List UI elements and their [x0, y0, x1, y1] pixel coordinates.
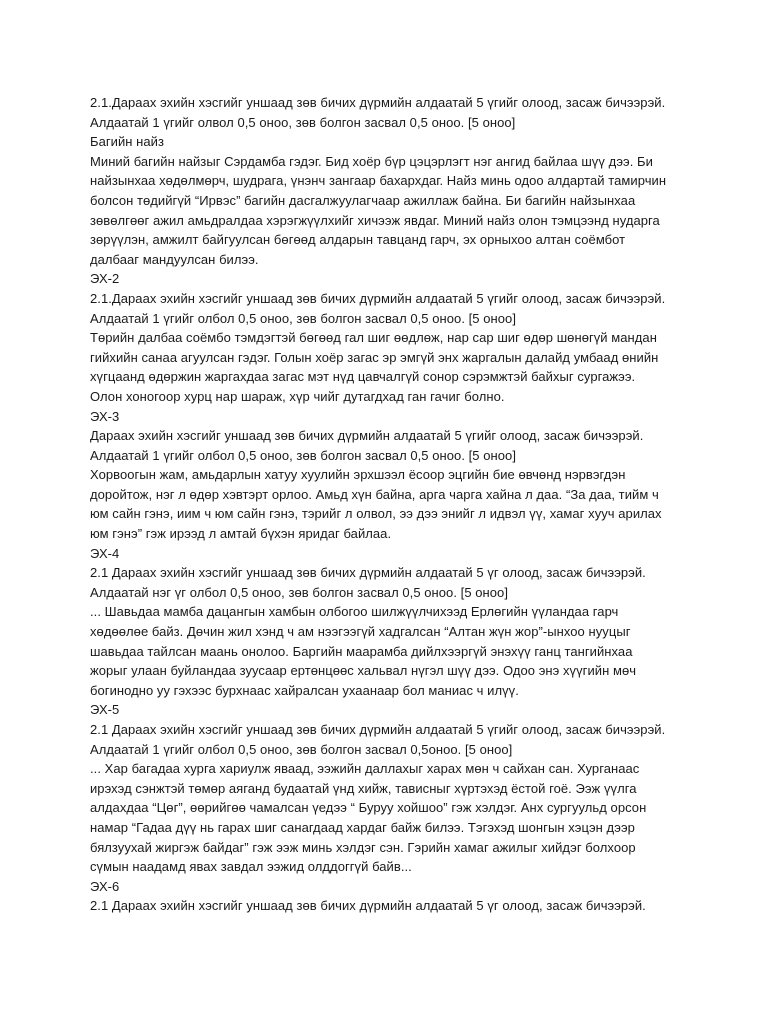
instruction-line: Дараах эхийн хэсгийг уншаад зөв бичих дүрмийн алдаатай 5 үгийг олоод, засаж бичээрэй. — [90, 428, 644, 444]
paragraph-line: ирэхэд сэнжтэй төмөр аяганд будаатай үнд хийж, тависныг хүртэхэд ёстой гоё. Ээж үүлга — [90, 780, 637, 796]
paragraph-line: юм гэнэ” гэж ирээд л амтай бүхэн яридаг байлаа. — [90, 526, 392, 542]
instruction-line: 2.1 Дараах эхийн хэсгийг уншаад зөв бичих дүрмийн алдаатай 5 үг олоод, засаж бичээрэй. — [90, 898, 646, 914]
text-title: Багийн найз — [90, 134, 164, 150]
section-heading: ЭХ-3 — [90, 408, 120, 424]
paragraph-line: найзынхаа хөдөлмөрч, шудрага, үнэнч зангаар бахархдаг. Найз минь одоо алдартай тамирчин — [90, 173, 667, 189]
paragraph-line: жорыг улаан буйландаа зуусаар ертөнцөөс хальвал нүгэл шүү дээ. Одоо энэ хүүгийн мөч — [90, 663, 637, 679]
section-heading: ЭХ-5 — [90, 702, 120, 718]
paragraph-line: далбааг мандуулсан билээ. — [90, 251, 259, 267]
paragraph-line: зөрүүлэн, амжилт байгуулсан бөгөөд алдарын тавцанд гарч, эх орныхоо алтан соёмбот — [90, 232, 626, 248]
scoring-line: Алдаатай 1 үгийг олбол 0,5 оноо, зөв болгон засвал 0,5 оноо. [5 оноо] — [90, 310, 516, 326]
paragraph-line: ... Шавьдаа мамба дацангын хамбын олбогоо шилжүүлчихээд Ерлөгийн үүландаа гарч — [90, 604, 619, 620]
paragraph-line: доройтож, нэг л өдөр хэвтэрт орлоо. Амьд хүн байна, арга чарга хайна л даа. “За даа, тийм ч — [90, 486, 659, 502]
paragraph-line: намар “Гадаа дүү нь гарах шиг санагдаад хардаг байж билээ. Тэгэхэд шонгын хэцэн дээр — [90, 819, 635, 835]
paragraph-line: Төрийн далбаа соёмбо тэмдэгтэй бөгөөд гал шиг өөдлөж, нар сар шиг өдөр шөнөгүй мандан — [90, 330, 657, 346]
paragraph-line: зөвөлгөөг ажил амьдралдаа хэрэгжүүлхийг хичээж явдаг. Миний найз олон тэмцээнд нударга — [90, 212, 660, 228]
scoring-line: Алдаатай 1 үгийг олбол 0,5 оноо, зөв болгон засвал 0,5 оноо. [5 оноо] — [90, 447, 516, 463]
scoring-line: Алдаатай нэг үг олбол 0,5 оноо, зөв болгон засвал 0,5 оноо. [5 оноо] — [90, 584, 508, 600]
paragraph-line: Олон хоногоор хурц нар шараж, хүр чийг дутагдхад ган гачиг болно. — [90, 388, 505, 404]
scoring-line: Алдаатай 1 үгийг олвол 0,5 оноо, зөв болгон засвал 0,5 оноо. [5 оноо] — [90, 114, 516, 130]
instruction-line: 2.1 Дараах эхийн хэсгийг уншаад зөв бичих дүрмийн алдаатай 5 үгийг олоод, засаж бичээрэй. — [90, 722, 666, 737]
section-heading: ЭХ-6 — [90, 878, 120, 894]
paragraph-line: хөдөөлөе байз. Дөчин жил хэнд ч ам нээгээгүй хадгалсан “Алтан жүн жор”-ынхоо нууцыг — [90, 624, 631, 640]
paragraph-line: бялзуухай жиргэж байдаг” гэж ээж минь хэлдэг сэн. Гэрийн хамаг ажилыг хийдэг болхоор — [90, 839, 636, 855]
paragraph-line: юм сайн гэнэ, иим ч юм сайн гэнэ, тэрийг л олвол, ээ дээ энийг л идвэл үү, хамаг хууч арилах — [90, 506, 662, 522]
paragraph-line: ... Хар багадаа хурга хариулж яваад, ээжийн даллахыг харах мөн ч сайхан сан. Хурганаас — [90, 761, 640, 777]
scoring-line: Алдаатай 1 үгийг олбол 0,5 оноо, зөв болгон засвал 0,5оноо. [5 оноо] — [90, 741, 513, 757]
paragraph-line: Хорвоогын жам, амьдарлын хатуу хуулийн эрхшээл ёсоор эцгийн бие өвчөнд нэрвэгдэн — [90, 467, 626, 483]
instruction-line: 2.1.Дараах эхийн хэсгийг уншаад зөв бичих дүрмийн алдаатай 5 үгийг олоод, засаж бичээрэй. — [90, 95, 666, 110]
paragraph-line: богинодно уу гэхээс бурхнаас хайралсан ухаанаар бол маниас ч илүү. — [90, 682, 519, 698]
paragraph-line: сүмын наадамд явах завдал ээжид олддоггүй байв... — [90, 859, 412, 875]
section-heading: ЭХ-4 — [90, 545, 120, 561]
paragraph-line: шавьдаа тайлсан маань онолоо. Баргийн маарамба дийлхээргүй энэхүү ганц тангийнхаа — [90, 643, 633, 659]
document-body — [90, 93, 680, 916]
instruction-line: 2.1.Дараах эхийн хэсгийг уншаад зөв бичих дүрмийн алдаатай 5 үгийг олоод, засаж бичээрэй. — [90, 290, 666, 306]
paragraph-line: болсон төдийгүй “Ирвэс” багийн дасгалжуулагчаар ажиллаж байна. Би багийн найзынхаа — [90, 192, 636, 208]
paragraph-line: Миний багийн найзыг Сэрдамба гэдэг. Бид хоёр бүр цэцэрлэгт нэг ангид байлаа шүү дээ. Би — [90, 153, 653, 169]
paragraph-line: хүгцаанд өдөржин жаргахдаа загас мэт нүд цавчалгүй сонор сэрэмжтэй байхыг сургажээ. — [90, 369, 636, 385]
paragraph-line: алдахдаа “Цөг”, өөрийгөө чамалсан үедээ “ Буруу хойшоо” гэж хэлдэг. Анх сургуульд орсон — [90, 800, 647, 816]
section-heading: ЭХ-2 — [90, 271, 120, 287]
paragraph-line: гийхийн санаа агуулсан гэдэг. Голын хоёр загас эр эмгүй энх жаргалын далайд умбаад өнийн — [90, 349, 659, 365]
instruction-line: 2.1 Дараах эхийн хэсгийг уншаад зөв бичих дүрмийн алдаатай 5 үг олоод, засаж бичээрэй. — [90, 565, 646, 581]
